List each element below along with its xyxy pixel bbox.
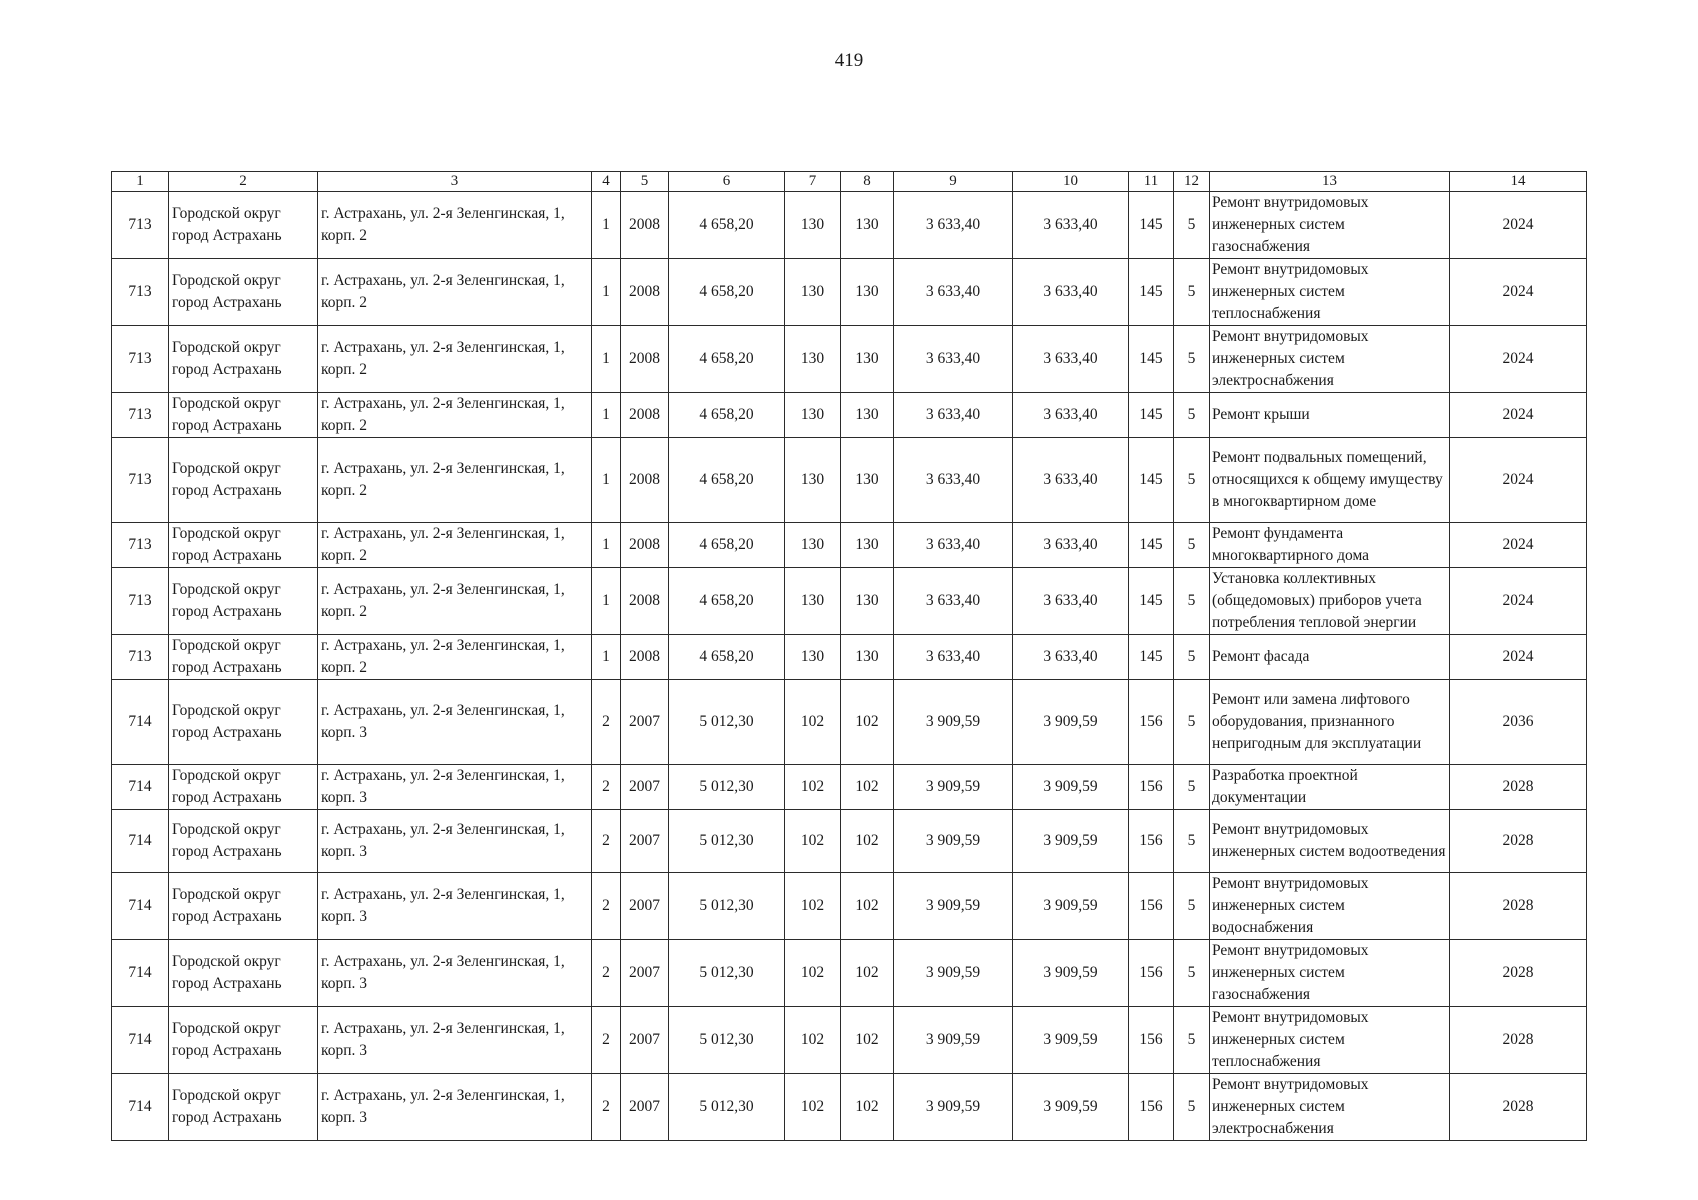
area-cell: 4 658,20 [669,192,785,259]
cell-col-12: 5 [1174,326,1210,393]
address-cell: г. Астрахань, ул. 2-я Зеленгинская, 1, корп. 2 [318,438,592,523]
column-number: 5 [621,172,669,192]
planned-year-cell: 2028 [1450,873,1587,940]
table-row [112,765,1587,810]
cell-col-4: 1 [592,635,621,680]
cell-col-7: 102 [785,765,841,810]
cell-col-8: 102 [841,873,894,940]
municipality-cell: Городской округ город Астрахань [169,635,318,680]
table-row [112,259,1587,326]
cell-col-4: 1 [592,568,621,635]
column-number: 14 [1450,172,1587,192]
cell-col-4: 2 [592,765,621,810]
cell-col-10: 3 909,59 [1013,1007,1129,1074]
cell-col-9: 3 909,59 [894,1074,1013,1141]
area-cell: 5 012,30 [669,810,785,873]
cell-col-9: 3 633,40 [894,568,1013,635]
column-number: 9 [894,172,1013,192]
municipality-cell: Городской округ город Астрахань [169,940,318,1007]
cell-col-11: 145 [1129,438,1174,523]
area-cell: 4 658,20 [669,568,785,635]
cell-col-7: 102 [785,873,841,940]
cell-col-9: 3 633,40 [894,438,1013,523]
cell-col-12: 5 [1174,568,1210,635]
cell-col-8: 130 [841,523,894,568]
row-number-cell: 713 [112,326,169,393]
municipality-cell: Городской округ город Астрахань [169,1007,318,1074]
municipality-cell: Городской округ город Астрахань [169,873,318,940]
cell-col-12: 5 [1174,635,1210,680]
cell-col-8: 102 [841,765,894,810]
cell-col-4: 2 [592,680,621,765]
cell-col-7: 130 [785,192,841,259]
row-number-cell: 713 [112,523,169,568]
area-cell: 5 012,30 [669,765,785,810]
cell-col-4: 1 [592,192,621,259]
cell-col-7: 130 [785,438,841,523]
cell-col-12: 5 [1174,523,1210,568]
planned-year-cell: 2024 [1450,438,1587,523]
cell-col-11: 145 [1129,568,1174,635]
cell-col-10: 3 909,59 [1013,940,1129,1007]
year-cell: 2007 [621,1007,669,1074]
column-number: 3 [318,172,592,192]
cell-col-8: 130 [841,192,894,259]
cell-col-8: 102 [841,810,894,873]
cell-col-10: 3 633,40 [1013,523,1129,568]
row-number-cell: 713 [112,568,169,635]
capital-repair-table-wrapper [111,171,1587,1141]
cell-col-9: 3 633,40 [894,326,1013,393]
cell-col-10: 3 909,59 [1013,680,1129,765]
municipality-cell: Городской округ город Астрахань [169,393,318,438]
column-number: 4 [592,172,621,192]
area-cell: 4 658,20 [669,635,785,680]
cell-col-8: 130 [841,438,894,523]
cell-col-11: 156 [1129,765,1174,810]
cell-col-11: 156 [1129,940,1174,1007]
column-number: 6 [669,172,785,192]
work-type-cell: Установка коллективных (общедомовых) приборов учета потребления тепловой энергии [1210,568,1450,635]
municipality-cell: Городской округ город Астрахань [169,765,318,810]
municipality-cell: Городской округ город Астрахань [169,568,318,635]
year-cell: 2007 [621,1074,669,1141]
planned-year-cell: 2036 [1450,680,1587,765]
cell-col-12: 5 [1174,393,1210,438]
work-type-cell: Ремонт подвальных помещений, относящихся к общему имуществу в многоквартирном доме [1210,438,1450,523]
row-number-cell: 714 [112,873,169,940]
area-cell: 5 012,30 [669,680,785,765]
row-number-cell: 713 [112,438,169,523]
planned-year-cell: 2024 [1450,635,1587,680]
row-number-cell: 713 [112,393,169,438]
cell-col-10: 3 909,59 [1013,765,1129,810]
table-row [112,438,1587,523]
row-number-cell: 714 [112,1074,169,1141]
year-cell: 2007 [621,680,669,765]
row-number-cell: 714 [112,765,169,810]
table-row [112,635,1587,680]
table-row [112,940,1587,1007]
cell-col-11: 145 [1129,326,1174,393]
cell-col-10: 3 909,59 [1013,810,1129,873]
cell-col-4: 1 [592,326,621,393]
capital-repair-table [111,171,1587,1141]
cell-col-8: 102 [841,1007,894,1074]
planned-year-cell: 2028 [1450,940,1587,1007]
year-cell: 2008 [621,259,669,326]
cell-col-4: 1 [592,438,621,523]
cell-col-7: 130 [785,635,841,680]
row-number-cell: 713 [112,192,169,259]
work-type-cell: Ремонт фундамента многоквартирного дома [1210,523,1450,568]
column-number: 11 [1129,172,1174,192]
work-type-cell: Разработка проектной документации [1210,765,1450,810]
work-type-cell: Ремонт крыши [1210,393,1450,438]
address-cell: г. Астрахань, ул. 2-я Зеленгинская, 1, корп. 3 [318,680,592,765]
cell-col-11: 145 [1129,192,1174,259]
address-cell: г. Астрахань, ул. 2-я Зеленгинская, 1, корп. 2 [318,326,592,393]
table-body [112,172,1587,1141]
area-cell: 4 658,20 [669,438,785,523]
column-number: 13 [1210,172,1450,192]
cell-col-4: 1 [592,523,621,568]
area-cell: 4 658,20 [669,326,785,393]
cell-col-11: 145 [1129,259,1174,326]
table-row [112,810,1587,873]
cell-col-10: 3 633,40 [1013,438,1129,523]
column-number: 12 [1174,172,1210,192]
cell-col-12: 5 [1174,680,1210,765]
cell-col-4: 2 [592,873,621,940]
planned-year-cell: 2028 [1450,810,1587,873]
cell-col-7: 102 [785,680,841,765]
address-cell: г. Астрахань, ул. 2-я Зеленгинская, 1, корп. 3 [318,940,592,1007]
cell-col-11: 156 [1129,873,1174,940]
cell-col-8: 102 [841,1074,894,1141]
cell-col-9: 3 633,40 [894,393,1013,438]
cell-col-7: 102 [785,810,841,873]
area-cell: 5 012,30 [669,1074,785,1141]
address-cell: г. Астрахань, ул. 2-я Зеленгинская, 1, корп. 3 [318,810,592,873]
table-row [112,568,1587,635]
address-cell: г. Астрахань, ул. 2-я Зеленгинская, 1, корп. 2 [318,568,592,635]
row-number-cell: 714 [112,810,169,873]
cell-col-9: 3 909,59 [894,810,1013,873]
planned-year-cell: 2028 [1450,1007,1587,1074]
row-number-cell: 714 [112,680,169,765]
work-type-cell: Ремонт внутридомовых инженерных систем электроснабжения [1210,1074,1450,1141]
municipality-cell: Городской округ город Астрахань [169,326,318,393]
page-number: 419 [834,50,864,71]
cell-col-9: 3 633,40 [894,259,1013,326]
row-number-cell: 713 [112,635,169,680]
cell-col-12: 5 [1174,873,1210,940]
cell-col-8: 130 [841,326,894,393]
address-cell: г. Астрахань, ул. 2-я Зеленгинская, 1, корп. 3 [318,1074,592,1141]
municipality-cell: Городской округ город Астрахань [169,438,318,523]
planned-year-cell: 2024 [1450,259,1587,326]
column-number: 1 [112,172,169,192]
cell-col-10: 3 909,59 [1013,873,1129,940]
cell-col-9: 3 909,59 [894,765,1013,810]
area-cell: 4 658,20 [669,259,785,326]
cell-col-11: 145 [1129,393,1174,438]
cell-col-10: 3 633,40 [1013,192,1129,259]
year-cell: 2007 [621,940,669,1007]
cell-col-9: 3 633,40 [894,635,1013,680]
cell-col-9: 3 909,59 [894,1007,1013,1074]
cell-col-12: 5 [1174,438,1210,523]
column-number: 10 [1013,172,1129,192]
table-row [112,523,1587,568]
work-type-cell: Ремонт внутридомовых инженерных систем водоснабжения [1210,873,1450,940]
cell-col-9: 3 909,59 [894,940,1013,1007]
cell-col-10: 3 633,40 [1013,568,1129,635]
cell-col-10: 3 909,59 [1013,1074,1129,1141]
year-cell: 2007 [621,765,669,810]
planned-year-cell: 2024 [1450,192,1587,259]
cell-col-4: 1 [592,259,621,326]
cell-col-12: 5 [1174,810,1210,873]
cell-col-7: 102 [785,1074,841,1141]
cell-col-11: 156 [1129,1074,1174,1141]
planned-year-cell: 2028 [1450,1074,1587,1141]
cell-col-11: 156 [1129,810,1174,873]
cell-col-4: 2 [592,940,621,1007]
year-cell: 2008 [621,568,669,635]
year-cell: 2007 [621,810,669,873]
area-cell: 4 658,20 [669,523,785,568]
cell-col-7: 130 [785,523,841,568]
cell-col-12: 5 [1174,259,1210,326]
area-cell: 5 012,30 [669,940,785,1007]
cell-col-11: 145 [1129,635,1174,680]
work-type-cell: Ремонт внутридомовых инженерных систем газоснабжения [1210,192,1450,259]
row-number-cell: 714 [112,940,169,1007]
cell-col-7: 102 [785,940,841,1007]
cell-col-12: 5 [1174,765,1210,810]
year-cell: 2008 [621,326,669,393]
cell-col-11: 156 [1129,680,1174,765]
cell-col-4: 1 [592,393,621,438]
cell-col-4: 2 [592,810,621,873]
cell-col-10: 3 633,40 [1013,326,1129,393]
address-cell: г. Астрахань, ул. 2-я Зеленгинская, 1, корп. 2 [318,192,592,259]
column-number: 2 [169,172,318,192]
column-number: 8 [841,172,894,192]
year-cell: 2008 [621,192,669,259]
cell-col-8: 130 [841,568,894,635]
address-cell: г. Астрахань, ул. 2-я Зеленгинская, 1, корп. 2 [318,635,592,680]
year-cell: 2008 [621,523,669,568]
column-number-row [112,172,1587,192]
work-type-cell: Ремонт внутридомовых инженерных систем теплоснабжения [1210,1007,1450,1074]
row-number-cell: 713 [112,259,169,326]
cell-col-11: 156 [1129,1007,1174,1074]
cell-col-7: 130 [785,393,841,438]
cell-col-4: 2 [592,1074,621,1141]
work-type-cell: Ремонт фасада [1210,635,1450,680]
municipality-cell: Городской округ город Астрахань [169,680,318,765]
cell-col-12: 5 [1174,192,1210,259]
cell-col-9: 3 633,40 [894,192,1013,259]
cell-col-10: 3 633,40 [1013,393,1129,438]
address-cell: г. Астрахань, ул. 2-я Зеленгинская, 1, корп. 3 [318,765,592,810]
cell-col-8: 102 [841,680,894,765]
cell-col-8: 130 [841,635,894,680]
cell-col-12: 5 [1174,940,1210,1007]
planned-year-cell: 2028 [1450,765,1587,810]
cell-col-7: 102 [785,1007,841,1074]
work-type-cell: Ремонт внутридомовых инженерных систем электроснабжения [1210,326,1450,393]
planned-year-cell: 2024 [1450,326,1587,393]
column-number: 7 [785,172,841,192]
area-cell: 5 012,30 [669,1007,785,1074]
cell-col-8: 130 [841,393,894,438]
cell-col-12: 5 [1174,1074,1210,1141]
municipality-cell: Городской округ город Астрахань [169,523,318,568]
table-row [112,326,1587,393]
year-cell: 2008 [621,393,669,438]
address-cell: г. Астрахань, ул. 2-я Зеленгинская, 1, корп. 2 [318,393,592,438]
cell-col-8: 102 [841,940,894,1007]
planned-year-cell: 2024 [1450,568,1587,635]
municipality-cell: Городской округ город Астрахань [169,1074,318,1141]
address-cell: г. Астрахань, ул. 2-я Зеленгинская, 1, корп. 3 [318,1007,592,1074]
cell-col-7: 130 [785,568,841,635]
table-row [112,1007,1587,1074]
cell-col-7: 130 [785,326,841,393]
area-cell: 5 012,30 [669,873,785,940]
table-row [112,1074,1587,1141]
cell-col-9: 3 633,40 [894,523,1013,568]
cell-col-9: 3 909,59 [894,680,1013,765]
cell-col-8: 130 [841,259,894,326]
year-cell: 2007 [621,873,669,940]
table-row [112,192,1587,259]
year-cell: 2008 [621,438,669,523]
table-row [112,680,1587,765]
work-type-cell: Ремонт внутридомовых инженерных систем газоснабжения [1210,940,1450,1007]
cell-col-10: 3 633,40 [1013,635,1129,680]
municipality-cell: Городской округ город Астрахань [169,259,318,326]
municipality-cell: Городской округ город Астрахань [169,810,318,873]
planned-year-cell: 2024 [1450,393,1587,438]
year-cell: 2008 [621,635,669,680]
area-cell: 4 658,20 [669,393,785,438]
address-cell: г. Астрахань, ул. 2-я Зеленгинская, 1, корп. 2 [318,259,592,326]
address-cell: г. Астрахань, ул. 2-я Зеленгинская, 1, корп. 3 [318,873,592,940]
table-row [112,873,1587,940]
table-row [112,393,1587,438]
work-type-cell: Ремонт внутридомовых инженерных систем теплоснабжения [1210,259,1450,326]
row-number-cell: 714 [112,1007,169,1074]
cell-col-12: 5 [1174,1007,1210,1074]
planned-year-cell: 2024 [1450,523,1587,568]
municipality-cell: Городской округ город Астрахань [169,192,318,259]
cell-col-9: 3 909,59 [894,873,1013,940]
work-type-cell: Ремонт или замена лифтового оборудования, признанного непригодным для эксплуатации [1210,680,1450,765]
address-cell: г. Астрахань, ул. 2-я Зеленгинская, 1, корп. 2 [318,523,592,568]
cell-col-10: 3 633,40 [1013,259,1129,326]
cell-col-4: 2 [592,1007,621,1074]
cell-col-7: 130 [785,259,841,326]
work-type-cell: Ремонт внутридомовых инженерных систем водоотведения [1210,810,1450,873]
cell-col-11: 145 [1129,523,1174,568]
